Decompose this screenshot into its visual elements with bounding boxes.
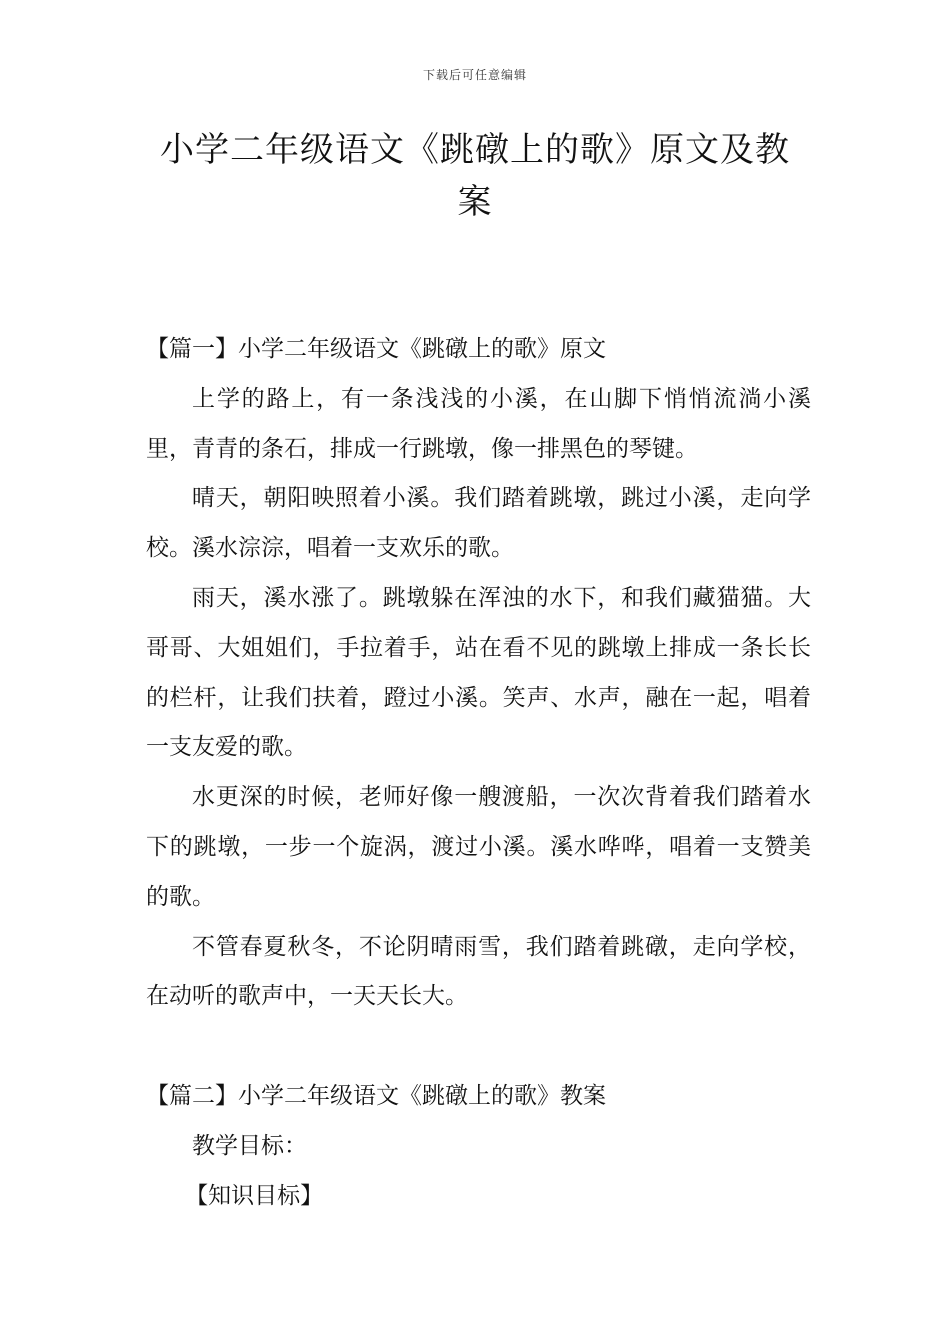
paragraph: 水更深的时候，老师好像一艘渡船，一次次背着我们踏着水下的跳墩，一步一个旋涡，渡过小溪。溪水哗哗，唱着一支赞美的歌。 bbox=[146, 784, 811, 910]
paragraph: 不管春夏秋冬，不论阴晴雨雪，我们踏着跳礅，走向学校，在动听的歌声中，一天天长大。 bbox=[146, 933, 811, 1010]
section-spacer bbox=[146, 1022, 811, 1072]
document-title: 小学二年级语文《跳礅上的歌》原文及教案 bbox=[160, 130, 790, 222]
paragraph: 上学的路上，有一条浅浅的小溪，在山脚下悄悄流淌小溪里，青青的条石，排成一行跳墩，像一排黑色的琴键。 bbox=[146, 385, 811, 462]
header-note: 下载后可任意编辑 bbox=[422, 68, 527, 82]
subheading-teaching-goals: 教学目标： bbox=[192, 1132, 307, 1159]
paragraph: 雨天，溪水涨了。跳墩躲在浑浊的水下，和我们藏猫猫。大哥哥、大姐姐们，手拉着手，站在看不见的跳墩上排成一条长长的栏杆，让我们扶着，蹬过小溪。笑声、水声，融在一起，唱着一支友爱的歌。 bbox=[146, 584, 811, 761]
paragraph: 晴天，朝阳映照着小溪。我们踏着跳墩，跳过小溪，走向学校。溪水淙淙，唱着一支欢乐的歌。 bbox=[146, 485, 811, 562]
section-heading-1: 【篇一】小学二年级语文《跳礅上的歌》原文 bbox=[146, 336, 606, 362]
section-heading-2: 【篇二】小学二年级语文《跳礅上的歌》教案 bbox=[146, 1082, 606, 1109]
document-body bbox=[146, 325, 811, 1221]
subheading-knowledge-goals: 【知识目标】 bbox=[185, 1182, 324, 1209]
